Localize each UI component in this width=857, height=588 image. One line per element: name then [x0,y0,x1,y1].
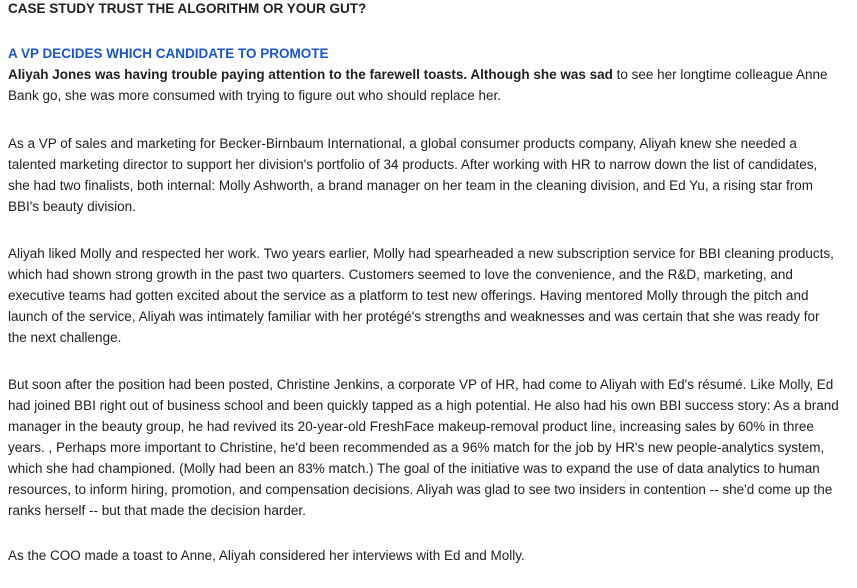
paragraph-5: As the COO made a toast to Anne, Aliyah considered her interviews with Ed and Molly. [8,548,525,563]
paragraph-1-text: to see her longtime colleague Anne Bank go, she was more consumed with trying to figure out who should replace her. [8,67,828,103]
paragraph-3: Aliyah liked Molly and respected her work. Two years earlier, Molly had spearheaded a new subscription service for BBI cleaning products, which had shown strong growth in the past two quarters. Customers seemed to love the convenience, and the R&D, marketing, and executive teams had gotten excited about the service as a platform to test new offerings. Having mentored Molly through the pitch and launch of the service, Aliyah was intimately familiar with her protégé's strengths and weaknesses and was certain that she was ready for the next challenge. [8,246,834,345]
case-study-title: CASE STUDY TRUST THE ALGORITHM OR YOUR GUT? [8,1,367,16]
paragraph-1 [8,64,840,106]
section-heading: A VP DECIDES WHICH CANDIDATE TO PROMOTE [8,46,329,61]
paragraph-2: As a VP of sales and marketing for Becker-Birnbaum International, a global consumer products company, Aliyah knew she needed a talented marketing director to support her division's portfolio of 34 products. After working with HR to narrow down the list of candidates, she had two finalists, both internal: Molly Ashworth, a brand manager on her team in the cleaning division, and Ed Yu, a rising star from BBI's beauty division. [8,136,818,214]
paragraph-1-lead: Aliyah Jones was having trouble paying attention to the farewell toasts. Although she was sad [8,67,613,82]
paragraph-4: But soon after the position had been posted, Christine Jenkins, a corporate VP of HR, had come to Aliyah with Ed's résumé. Like Molly, Ed had joined BBI right out of business school and been quickly tapped as a high potential. He also had his own BBI success story: As a brand manager in the beauty group, he had revived its 20-year-old FreshFace makeup-removal product line, increasing sales by 60% in three years. , Perhaps more important to Christine, he'd been recommended as a 96% match for the job by HR's new people-analytics system, which she had championed. (Molly had been an 83% match.) The goal of the initiative was to expand the use of data analytics to human resources, to inform hiring, promotion, and compensation decisions. Aliyah was glad to see two insiders in contention -- she'd come up the ranks herself -- but that made the decision harder. [8,377,839,518]
